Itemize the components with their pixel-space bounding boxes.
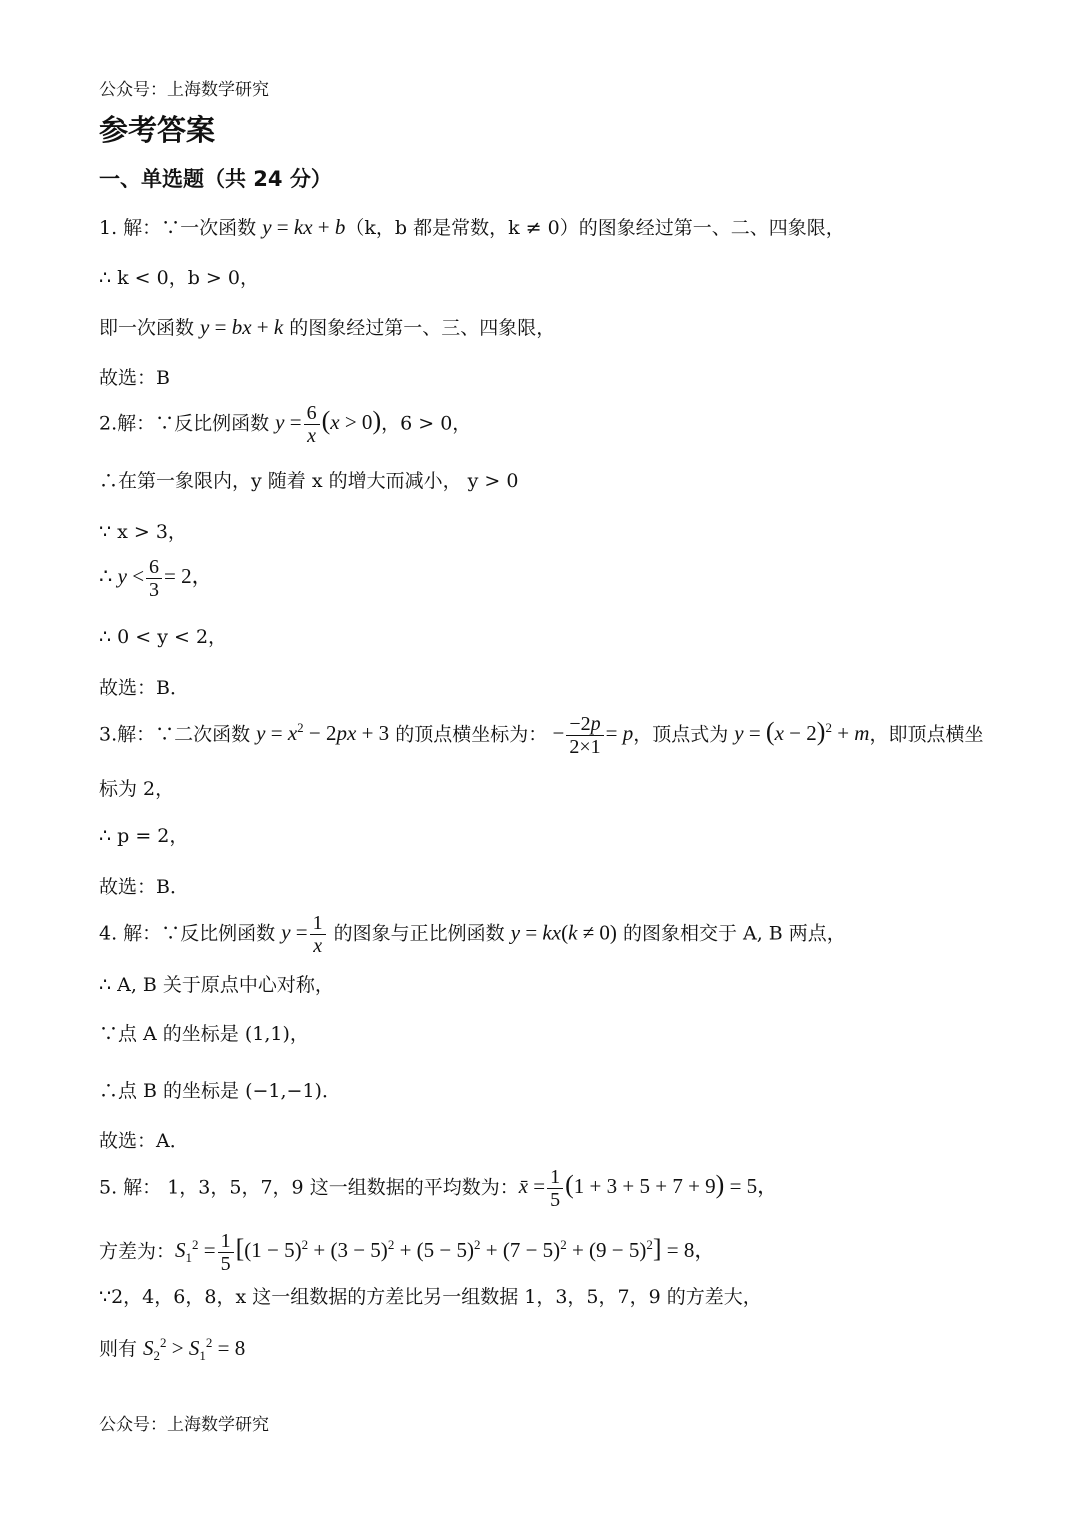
q3-text-4: ，即顶点横坐 bbox=[869, 723, 984, 746]
q2-line-5: ∴ 0 < y < 2， bbox=[99, 626, 228, 648]
q5-line-4 bbox=[99, 1330, 245, 1369]
page-header: 公众号：上海数学研究 bbox=[99, 80, 269, 100]
q2-line-3: ∵ x > 3， bbox=[99, 521, 187, 543]
q3-line-3: ∴ p = 2， bbox=[99, 825, 189, 847]
q1-answer: 故选：B bbox=[99, 367, 170, 389]
q5-line-3: ∵2，4，6，8，x 这一组数据的方差比另一组数据 1，3，5，7，9 的方差大， bbox=[99, 1286, 762, 1308]
q2-text-2: ，6 > 0， bbox=[381, 412, 472, 435]
q3-text: 3.解：∵二次函数 bbox=[99, 723, 257, 746]
q1-text-3: 即一次函数 bbox=[99, 317, 201, 339]
page-footer: 公众号：上海数学研究 bbox=[99, 1415, 269, 1435]
q3-formula-3: $y = (x - 2)^2 + m$ bbox=[734, 717, 870, 747]
q4-formula: y = $\frac{1}{x}$ bbox=[281, 920, 327, 944]
q1-formula-2: y = bx + k bbox=[200, 315, 284, 339]
q2-answer: 故选：B． bbox=[99, 677, 189, 699]
q2-line-1 bbox=[99, 402, 471, 447]
q1-line-1 bbox=[99, 214, 845, 241]
q3-formula: $y = x^2 - 2px + 3$ bbox=[256, 720, 390, 746]
q5-text-2: 方差为： bbox=[99, 1240, 176, 1263]
q2-formula: y = $\frac{6}{x}$ (x > 0) bbox=[275, 402, 382, 447]
q5-line-1 bbox=[99, 1166, 778, 1211]
q5-formula-3: $S_2^2 > S_1^2 = 8$ bbox=[143, 1335, 246, 1364]
q4-formula-2: y = kx(k ≠ 0) bbox=[510, 920, 617, 945]
q3-line-2: 标为 2， bbox=[99, 778, 175, 800]
q1-formula: y = kx + b bbox=[262, 215, 346, 239]
q5-formula-2: $S_1^2$ = $\frac{1}{5}$ $[(1 - 5)^2 + (3 - 5)^2 + (5 - 5)^2 + (7 - 5)^2 + (9 - 5)^2] = 8$， bbox=[175, 1230, 716, 1275]
q4-text-2: 的图象与正比例函数 bbox=[327, 922, 511, 945]
q4-line-2: ∴ A, B 关于原点中心对称， bbox=[99, 974, 334, 996]
q3-formula-2: − $\frac{-2p}{2\times 1}$ = p bbox=[547, 713, 634, 758]
section-heading: 一、单选题（共 24 分） bbox=[99, 167, 332, 191]
q2-formula-2: ∴ y < $\frac{6}{3}$ = 2， bbox=[99, 556, 213, 601]
q1-line-2: ∴ k < 0，b > 0， bbox=[99, 267, 259, 289]
q4-text-3: 的图象相交于 A, B 两点， bbox=[616, 922, 846, 945]
q5-line-2 bbox=[99, 1230, 715, 1275]
q1-text-2: （k，b 都是常数，k ≠ 0）的图象经过第一、二、四象限， bbox=[345, 217, 845, 239]
q1-line-3 bbox=[99, 314, 555, 341]
q2-line-2: ∴在第一象限内，y 随着 x 的增大而减小， y > 0 bbox=[99, 470, 519, 492]
q3-text-3: ，顶点式为 bbox=[633, 723, 735, 746]
q4-answer: 故选：A． bbox=[99, 1130, 189, 1152]
q4-line-4: ∴点 B 的坐标是 (−1,−1)． bbox=[99, 1080, 341, 1102]
q4-text: 4. 解：∵反比例函数 bbox=[99, 922, 282, 945]
q5-formula: x̄ = $\frac{1}{5}$ (1 + 3 + 5 + 7 + 9) = 5， bbox=[518, 1166, 779, 1211]
q3-answer: 故选：B． bbox=[99, 876, 189, 898]
q3-line-1 bbox=[99, 713, 983, 758]
q2-text: 2.解：∵反比例函数 bbox=[99, 412, 276, 435]
q1-text-4: 的图象经过第一、三、四象限， bbox=[283, 317, 556, 339]
q4-line-1 bbox=[99, 912, 846, 957]
q5-text-4: 则有 bbox=[99, 1338, 144, 1360]
q1-text: 1. 解：∵一次函数 bbox=[99, 217, 263, 239]
q5-text: 5. 解： 1，3，5，7，9 这一组数据的平均数为： bbox=[99, 1176, 519, 1199]
page-title: 参考答案 bbox=[99, 113, 216, 147]
q3-text-2: 的顶点横坐标为： bbox=[389, 723, 548, 746]
q2-line-4 bbox=[99, 556, 213, 601]
q4-line-3: ∵点 A 的坐标是 (1,1)， bbox=[99, 1023, 309, 1045]
